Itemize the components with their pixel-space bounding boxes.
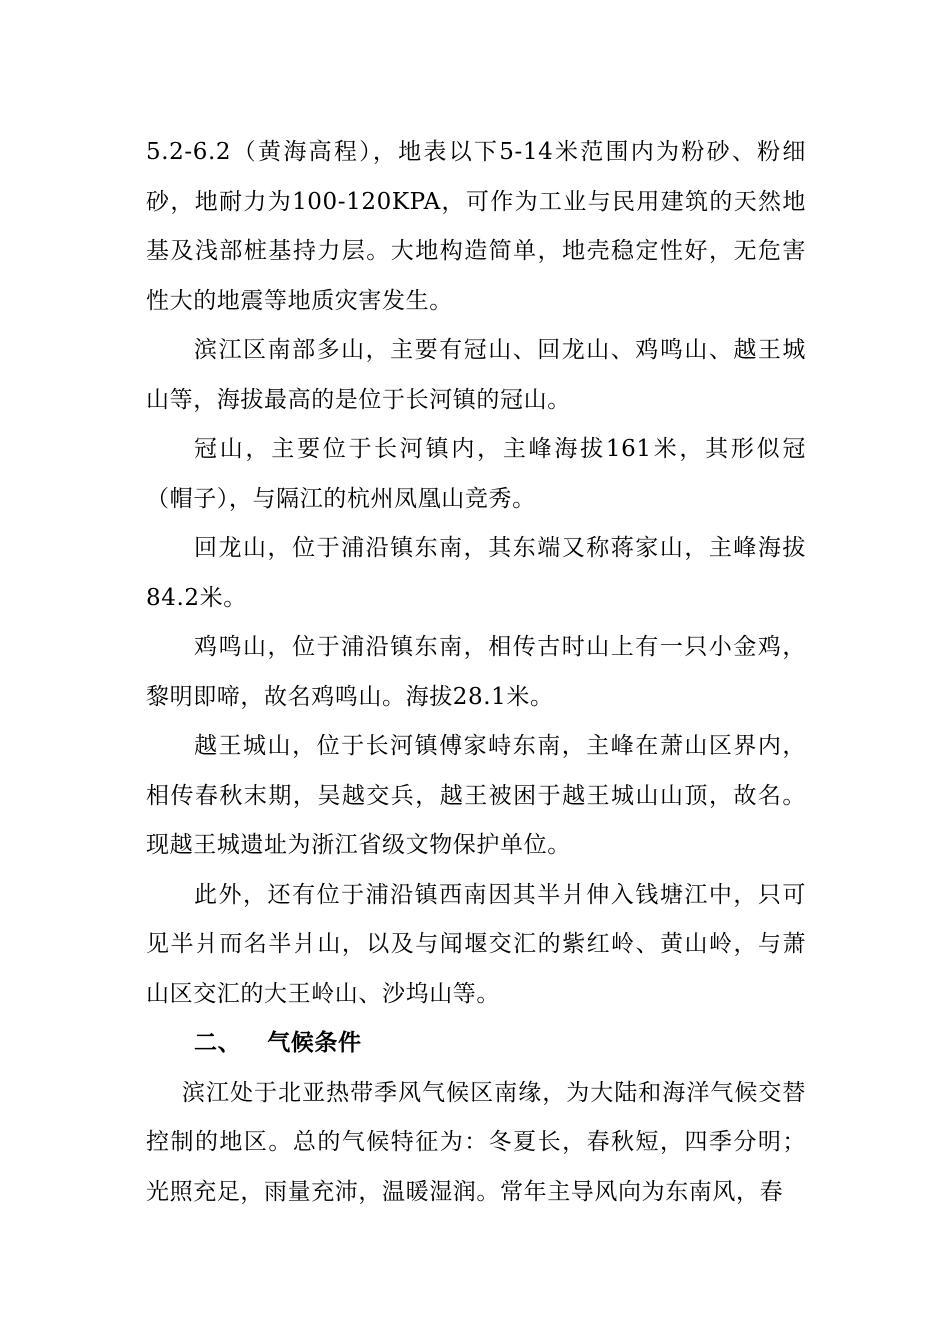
paragraph-yuewangchengshan: 越王城山，位于长河镇傅家峙东南，主峰在萧山区界内，相传春秋末期，吴越交兵，越王被困于越王城山山顶，故名。现越王城遗址为浙江省级文物保护单位。 xyxy=(146,733,806,858)
paragraph-jimingshan: 鸡鸣山，位于浦沿镇东南，相传古时山上有一只小金鸡，黎明即啼，故名鸡鸣山。海拔28.1米。 xyxy=(146,634,806,710)
paragraph-southern-mountains: 滨江区南部多山，主要有冠山、回龙山、鸡鸣山、越王城山等，海拔最高的是位于长河镇的冠山。 xyxy=(146,337,806,413)
paragraph-geology-foundation: 5.2-6.2（黄海高程），地表以下5-14米范围内为粉砂、粉细砂，地耐力为100-120KPA，可作为工业与民用建筑的天然地基及浅部桩基持力层。大地构造简单，地壳稳定性好，无危害性大的地震等地质灾害发生。 xyxy=(146,139,806,314)
paragraph-huilongshan: 回龙山，位于浦沿镇东南，其东端又称蒋家山，主峰海拔84.2米。 xyxy=(146,535,806,611)
section-heading-number: 二、 xyxy=(194,1030,242,1056)
paragraph-other-mountains: 此外，还有位于浦沿镇西南因其半爿伸入钱塘江中，只可见半爿而名半爿山，以及与闻堰交汇的紫红岭、黄山岭，与萧山区交汇的大王岭山、沙坞山等。 xyxy=(146,881,806,1007)
paragraph-climate: 滨江处于北亚热带季风气候区南缘，为大陆和海洋气候交替控制的地区。总的气候特征为：冬夏长，春秋短，四季分明；光照充足，雨量充沛，温暖湿润。常年主导风向为东南风，春 xyxy=(146,1079,806,1205)
paragraph-guanshan: 冠山，主要位于长河镇内，主峰海拔161米，其形似冠（帽子），与隔江的杭州凤凰山竞秀。 xyxy=(146,436,806,512)
section-heading-title: 气候条件 xyxy=(267,1030,362,1056)
section-heading-climate xyxy=(146,1019,806,1069)
document-body xyxy=(146,128,806,1217)
